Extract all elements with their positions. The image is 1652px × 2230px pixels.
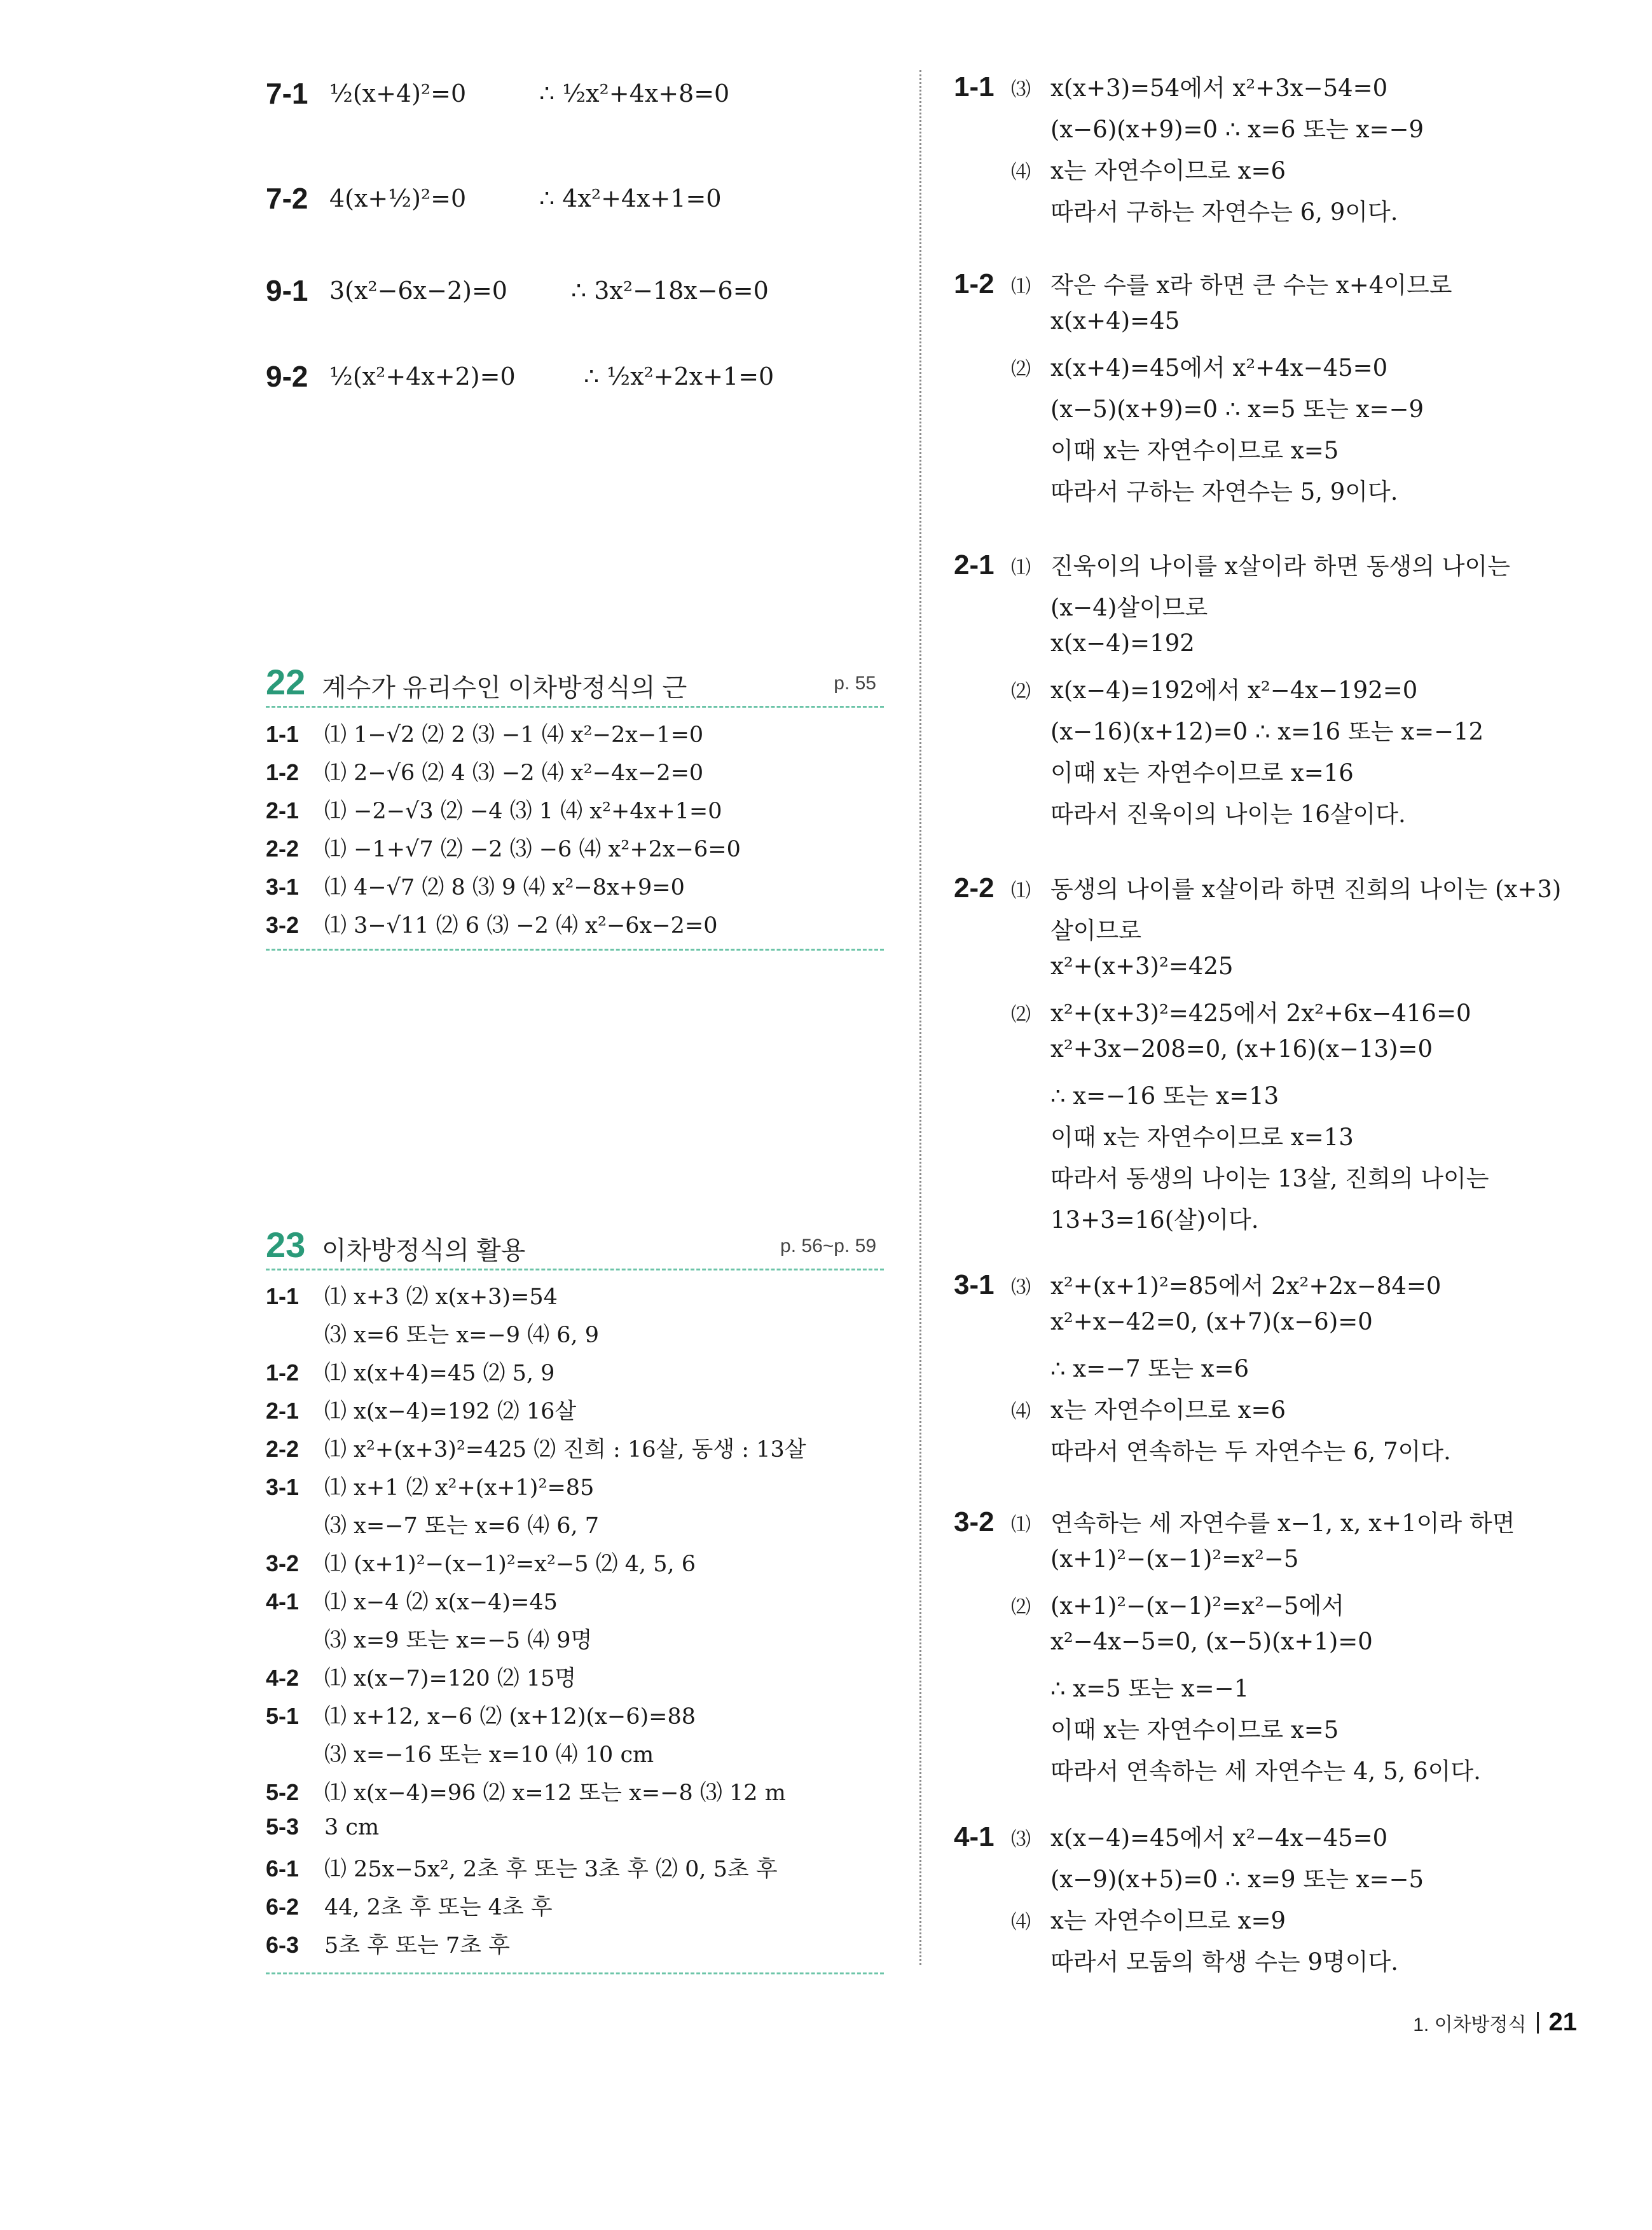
answer-text: ⑴ x−4 ⑵ x(x−4)=45 xyxy=(324,1590,558,1615)
solution-block xyxy=(954,1267,1590,1473)
solution-text: 13+3=16(살)이다. xyxy=(1050,1206,1259,1234)
solution-line xyxy=(954,1669,1590,1710)
solution-text: 따라서 구하는 자연수는 5, 9이다. xyxy=(1050,478,1398,506)
solution-text: 이때 x는 자연수이므로 x=5 xyxy=(1050,437,1339,464)
solution-line xyxy=(954,472,1590,514)
page-footer xyxy=(1413,2008,1577,2037)
solution-block xyxy=(954,547,1590,836)
answer-row xyxy=(266,1394,883,1432)
solution-text: 동생의 나이를 x살이라 하면 진희의 나이는 (x+3) xyxy=(1050,876,1562,903)
answer-label: 1-1 xyxy=(266,1283,299,1309)
solution-text: x²+(x+3)²=425 xyxy=(1050,953,1234,980)
answer-row xyxy=(266,1699,883,1737)
solution-line xyxy=(954,1628,1590,1669)
solution-line xyxy=(954,151,1590,193)
problem-label: 9-2 xyxy=(266,360,308,393)
sub-number: ⑷ xyxy=(1011,161,1031,183)
sub-number: ⑵ xyxy=(1011,1003,1031,1026)
answer-label: 3-1 xyxy=(266,874,299,900)
answer-text: ⑴ x+1 ⑵ x²+(x+1)²=85 xyxy=(324,1475,595,1501)
solution-block xyxy=(954,69,1590,234)
solution-text: 이때 x는 자연수이므로 x=16 xyxy=(1050,759,1354,787)
solution-label: 4-1 xyxy=(954,1821,995,1852)
equation: 4(x+½)²=0 xyxy=(329,184,467,212)
solution-line xyxy=(954,348,1590,390)
section-divider xyxy=(266,1972,884,1974)
solution-line xyxy=(954,1545,1590,1586)
answer-text: ⑶ x=−16 또는 x=10 ⑷ 10 cm xyxy=(324,1742,654,1768)
sub-number: ⑷ xyxy=(1011,1911,1031,1933)
equation-result: ∴ 4x²+4x+1=0 xyxy=(539,184,722,212)
solution-text: 살이므로 xyxy=(1050,917,1141,944)
solution-line xyxy=(954,1860,1590,1901)
answer-label: 6-3 xyxy=(266,1932,299,1958)
answer-row xyxy=(266,870,883,908)
equation-result: ∴ ½x²+2x+1=0 xyxy=(584,362,774,390)
solution-label: 3-2 xyxy=(954,1506,995,1538)
answer-label: 2-1 xyxy=(266,797,299,823)
solution-line xyxy=(954,1752,1590,1793)
section-divider xyxy=(266,706,884,708)
solution-text: (x−9)(x+5)=0 ∴ x=9 또는 x=−5 xyxy=(1050,1866,1424,1893)
solution-block xyxy=(954,266,1590,514)
equation: 3(x²−6x−2)=0 xyxy=(329,277,507,305)
answer-row xyxy=(266,1890,883,1928)
section-title: 이차방정식의 활용 xyxy=(322,1237,526,1265)
solution-line xyxy=(954,390,1590,431)
section-title: 계수가 유리수인 이차방정식의 근 xyxy=(322,674,687,702)
answer-label: 3-2 xyxy=(266,912,299,938)
solution-text: ∴ x=5 또는 x=−1 xyxy=(1050,1675,1249,1702)
solution-line xyxy=(954,1819,1590,1860)
solution-text: 따라서 진욱이의 나이는 16살이다. xyxy=(1050,801,1406,828)
sub-number: ⑶ xyxy=(1011,1828,1031,1850)
solution-text: 이때 x는 자연수이므로 x=13 xyxy=(1050,1124,1354,1151)
answer-label: 6-1 xyxy=(266,1855,299,1882)
section-divider xyxy=(266,949,884,951)
answer-text: ⑴ 1−√2 ⑵ 2 ⑶ −1 ⑷ x²−2x−1=0 xyxy=(324,722,704,748)
section-22-answers xyxy=(266,717,883,946)
chapter-name: 1. 이차방정식 xyxy=(1413,2014,1527,2035)
answer-text: ⑴ (x+1)²−(x−1)²=x²−5 ⑵ 4, 5, 6 xyxy=(324,1552,696,1577)
solution-text: x²+(x+3)²=425에서 2x²+6x−416=0 xyxy=(1050,1000,1471,1027)
answer-text: ⑴ −1+√7 ⑵ −2 ⑶ −6 ⑷ x²+2x−6=0 xyxy=(324,837,741,862)
answer-text: ⑴ x+3 ⑵ x(x+3)=54 xyxy=(324,1284,558,1310)
answer-row xyxy=(266,1928,883,1966)
answer-text: 5초 후 또는 7초 후 xyxy=(324,1933,510,1958)
answer-text: ⑶ x=6 또는 x=−9 ⑷ 6, 9 xyxy=(324,1323,600,1348)
solution-text: 따라서 동생의 나이는 13살, 진희의 나이는 xyxy=(1050,1165,1489,1192)
answer-row xyxy=(266,1623,883,1661)
solution-line xyxy=(954,953,1590,994)
section-page-ref: p. 56~p. 59 xyxy=(780,1235,876,1256)
solution-text: 따라서 모둠의 학생 수는 9명이다. xyxy=(1050,1948,1398,1976)
solution-line xyxy=(954,266,1590,307)
solution-text: 따라서 연속하는 세 자연수는 4, 5, 6이다. xyxy=(1050,1758,1481,1785)
solution-line xyxy=(954,630,1590,671)
answer-row xyxy=(266,717,883,755)
answer-label: 5-1 xyxy=(266,1703,299,1729)
solution-text: ∴ x=−7 또는 x=6 xyxy=(1050,1355,1249,1382)
answer-row xyxy=(266,1432,883,1470)
solution-block xyxy=(954,1819,1590,1984)
section-page-ref: p. 55 xyxy=(834,673,876,694)
solution-line xyxy=(954,1201,1590,1242)
answer-row xyxy=(266,794,883,832)
solution-text: ∴ x=−16 또는 x=13 xyxy=(1050,1082,1279,1110)
section-23-answers xyxy=(266,1279,883,1966)
sub-number: ⑵ xyxy=(1011,358,1031,380)
section-23-header xyxy=(266,1224,883,1269)
solution-line xyxy=(954,1077,1590,1118)
solution-line xyxy=(954,671,1590,712)
answer-row xyxy=(266,1470,883,1508)
solution-line xyxy=(954,795,1590,836)
answer-text: ⑴ 3−√11 ⑵ 6 ⑶ −2 ⑷ x²−6x−2=0 xyxy=(324,913,718,939)
solution-line xyxy=(954,69,1590,110)
answer-row xyxy=(266,1546,883,1585)
solution-line xyxy=(954,911,1590,953)
answer-text: ⑶ x=−7 또는 x=6 ⑷ 6, 7 xyxy=(324,1513,600,1539)
solution-line xyxy=(954,754,1590,795)
solution-label: 1-1 xyxy=(954,71,995,102)
answer-row xyxy=(266,908,883,946)
section-divider xyxy=(266,1269,884,1270)
solution-label: 2-1 xyxy=(954,549,995,581)
solution-label: 1-2 xyxy=(954,268,995,299)
answer-text: 3 cm xyxy=(324,1815,380,1840)
solution-line xyxy=(954,1267,1590,1308)
problem-row xyxy=(266,76,729,111)
answer-row xyxy=(266,1661,883,1699)
solution-line xyxy=(954,1391,1590,1432)
answer-label: 4-1 xyxy=(266,1588,299,1614)
answer-text: ⑴ x(x+4)=45 ⑵ 5, 9 xyxy=(324,1361,555,1386)
solution-line xyxy=(954,870,1590,911)
section-number: 23 xyxy=(266,1225,306,1265)
solution-block xyxy=(954,1504,1590,1793)
solution-text: x(x+3)=54에서 x²+3x−54=0 xyxy=(1050,74,1388,102)
answer-row xyxy=(266,1318,883,1356)
solution-text: (x−4)살이므로 xyxy=(1050,594,1208,621)
answer-text: ⑴ −2−√3 ⑵ −4 ⑶ 1 ⑷ x²+4x+1=0 xyxy=(324,799,722,824)
problem-row xyxy=(266,359,774,394)
solution-text: (x−16)(x+12)=0 ∴ x=16 또는 x=−12 xyxy=(1050,718,1484,745)
sub-number: ⑴ xyxy=(1011,275,1031,298)
solution-line xyxy=(954,1901,1590,1943)
solution-line xyxy=(954,1710,1590,1752)
answer-row xyxy=(266,755,883,794)
solution-text: x(x−4)=192에서 x²−4x−192=0 xyxy=(1050,677,1418,704)
solution-line xyxy=(954,1349,1590,1391)
solution-line xyxy=(954,588,1590,630)
answer-row xyxy=(266,1737,883,1775)
answer-row xyxy=(266,1775,883,1814)
solution-text: x는 자연수이므로 x=6 xyxy=(1050,1396,1286,1424)
solution-line xyxy=(954,431,1590,472)
solution-text: 따라서 구하는 자연수는 6, 9이다. xyxy=(1050,198,1398,226)
solution-line xyxy=(954,307,1590,348)
answer-label: 3-1 xyxy=(266,1474,299,1500)
answer-label: 4-2 xyxy=(266,1665,299,1691)
equation-result: ∴ 3x²−18x−6=0 xyxy=(571,277,769,305)
answer-text: ⑴ x(x−7)=120 ⑵ 15명 xyxy=(324,1666,577,1691)
answer-label: 6-2 xyxy=(266,1894,299,1920)
answer-row xyxy=(266,1852,883,1890)
answer-label: 1-1 xyxy=(266,721,299,747)
answer-label: 2-1 xyxy=(266,1398,299,1424)
solution-line xyxy=(954,1308,1590,1349)
answer-text: ⑴ x²+(x+3)²=425 ⑵ 진희 : 16살, 동생 : 13살 xyxy=(324,1437,806,1463)
solution-line xyxy=(954,1035,1590,1077)
page-number: 21 xyxy=(1548,2008,1577,2036)
sub-number: ⑴ xyxy=(1011,1513,1031,1536)
sub-number: ⑵ xyxy=(1011,1596,1031,1618)
solution-text: x(x+4)=45에서 x²+4x−45=0 xyxy=(1050,354,1388,382)
solution-line xyxy=(954,994,1590,1035)
solution-text: x²−4x−5=0, (x−5)(x+1)=0 xyxy=(1050,1628,1373,1655)
solution-line xyxy=(954,1159,1590,1201)
section-22-header xyxy=(266,661,883,706)
answer-row xyxy=(266,1279,883,1318)
section-number: 22 xyxy=(266,662,306,702)
answer-text: ⑴ 2−√6 ⑵ 4 ⑶ −2 ⑷ x²−4x−2=0 xyxy=(324,761,704,786)
answer-row xyxy=(266,1508,883,1546)
solution-line xyxy=(954,1586,1590,1628)
sub-number: ⑶ xyxy=(1011,78,1031,100)
sub-number: ⑶ xyxy=(1011,1276,1031,1298)
equation: ½(x²+4x+2)=0 xyxy=(329,362,516,390)
footer-separator xyxy=(1537,2012,1539,2034)
answer-text: ⑶ x=9 또는 x=−5 ⑷ 9명 xyxy=(324,1628,593,1653)
answer-label: 5-2 xyxy=(266,1779,299,1805)
solution-text: x는 자연수이므로 x=9 xyxy=(1050,1907,1286,1934)
sub-number: ⑴ xyxy=(1011,879,1031,902)
solution-label: 2-2 xyxy=(954,872,995,904)
sub-number: ⑴ xyxy=(1011,556,1031,579)
solution-text: (x+1)²−(x−1)²=x²−5에서 xyxy=(1050,1592,1344,1620)
answer-label: 1-2 xyxy=(266,759,299,785)
answer-label: 2-2 xyxy=(266,836,299,862)
column-divider xyxy=(919,70,921,1965)
problem-row xyxy=(266,273,769,308)
answer-row xyxy=(266,1814,883,1852)
solution-text: x²+3x−208=0, (x+16)(x−13)=0 xyxy=(1050,1035,1433,1063)
solution-text: x는 자연수이므로 x=6 xyxy=(1050,157,1286,184)
answer-text: ⑴ x(x−4)=192 ⑵ 16살 xyxy=(324,1399,577,1424)
solution-text: x(x−4)=192 xyxy=(1050,630,1195,657)
answer-text: ⑴ x(x−4)=96 ⑵ x=12 또는 x=−8 ⑶ 12 m xyxy=(324,1780,786,1806)
answer-text: ⑴ x+12, x−6 ⑵ (x+12)(x−6)=88 xyxy=(324,1704,696,1730)
solution-label: 3-1 xyxy=(954,1269,995,1300)
equation-result: ∴ ½x²+4x+8=0 xyxy=(539,79,730,107)
problem-row xyxy=(266,181,722,216)
answer-row xyxy=(266,1356,883,1394)
solution-text: x(x+4)=45 xyxy=(1050,307,1180,334)
solution-text: x(x−4)=45에서 x²−4x−45=0 xyxy=(1050,1824,1388,1852)
answer-label: 5-3 xyxy=(266,1814,299,1840)
solution-text: 작은 수를 x라 하면 큰 수는 x+4이므로 xyxy=(1050,272,1452,299)
sub-number: ⑷ xyxy=(1011,1400,1031,1422)
solution-text: (x−6)(x+9)=0 ∴ x=6 또는 x=−9 xyxy=(1050,116,1424,143)
solution-line xyxy=(954,1943,1590,1984)
answer-label: 1-2 xyxy=(266,1359,299,1386)
answer-label: 3-2 xyxy=(266,1550,299,1576)
problem-label: 7-2 xyxy=(266,182,308,215)
solution-text: (x−5)(x+9)=0 ∴ x=5 또는 x=−9 xyxy=(1050,396,1424,423)
solution-text: x²+(x+1)²=85에서 2x²+2x−84=0 xyxy=(1050,1272,1442,1300)
solution-line xyxy=(954,193,1590,234)
solution-text: (x+1)²−(x−1)²=x²−5 xyxy=(1050,1545,1299,1573)
answer-label: 2-2 xyxy=(266,1436,299,1462)
solution-line xyxy=(954,1504,1590,1545)
solution-block xyxy=(954,870,1590,1242)
solution-line xyxy=(954,1432,1590,1473)
solution-text: 연속하는 세 자연수를 x−1, x, x+1이라 하면 xyxy=(1050,1510,1515,1537)
answer-text: ⑴ 4−√7 ⑵ 8 ⑶ 9 ⑷ x²−8x+9=0 xyxy=(324,875,685,900)
solution-text: 진욱이의 나이를 x살이라 하면 동생의 나이는 xyxy=(1050,553,1511,580)
sub-number: ⑵ xyxy=(1011,680,1031,703)
solution-line xyxy=(954,712,1590,754)
solution-text: x²+x−42=0, (x+7)(x−6)=0 xyxy=(1050,1308,1373,1335)
solution-text: 따라서 연속하는 두 자연수는 6, 7이다. xyxy=(1050,1438,1451,1465)
equation: ½(x+4)²=0 xyxy=(329,79,467,107)
solution-line xyxy=(954,1118,1590,1159)
problem-label: 9-1 xyxy=(266,274,308,307)
answer-text: 44, 2초 후 또는 4초 후 xyxy=(324,1895,553,1920)
answer-text: ⑴ 25x−5x², 2초 후 또는 3초 후 ⑵ 0, 5초 후 xyxy=(324,1857,778,1882)
solution-line xyxy=(954,110,1590,151)
answer-row xyxy=(266,832,883,870)
solution-line xyxy=(954,547,1590,588)
solution-text: 이때 x는 자연수이므로 x=5 xyxy=(1050,1716,1339,1744)
answer-row xyxy=(266,1585,883,1623)
problem-label: 7-1 xyxy=(266,77,308,110)
